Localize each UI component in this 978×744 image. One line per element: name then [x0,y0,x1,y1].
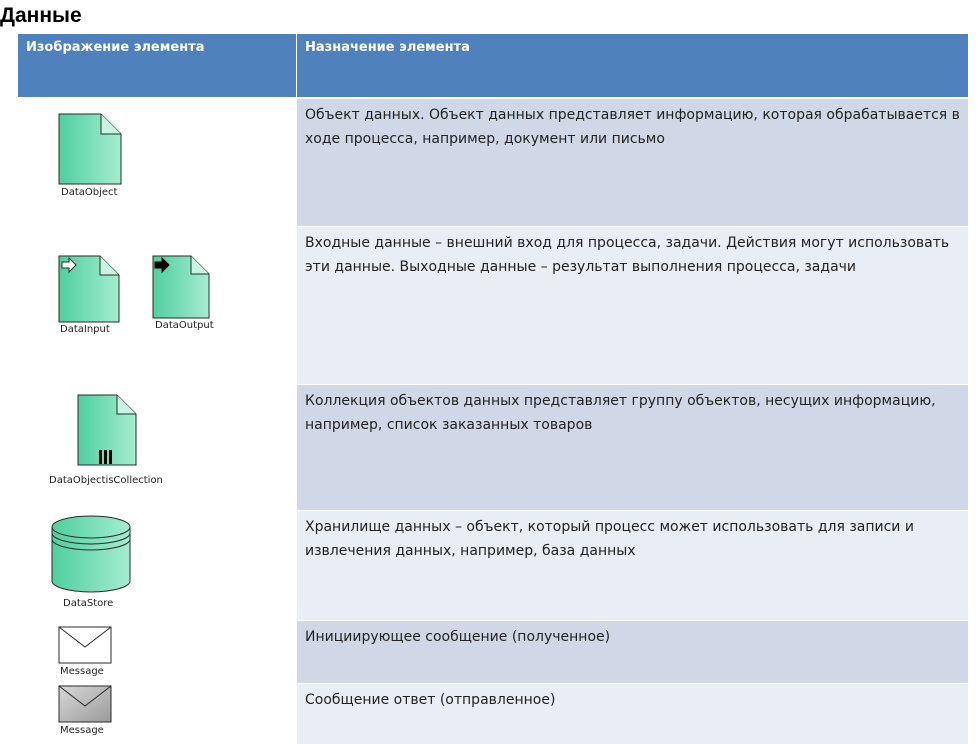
description-cell: Хранилище данных – объект, который процесс может использовать для записи и извлечения данных, например, база данных [296,510,968,620]
data-object-icon [58,113,122,185]
description-cell: Инициирующее сообщение (полученное) [296,620,968,683]
table-row [18,510,968,620]
data-input-icon [58,255,120,323]
data-output-icon [152,255,210,319]
table-row [18,384,968,510]
image-cell [18,98,296,226]
table-row [18,620,968,683]
image-cell [18,384,296,510]
icon-label: DataObject [61,187,118,198]
page-title: Данные [0,4,82,27]
icon-label: DataOutput [155,320,214,331]
table-row [18,98,968,226]
data-collection-icon [77,394,137,466]
icon-label: Message [60,666,104,677]
icon-label: DataObjectisCollection [49,475,163,486]
image-cell [18,683,296,744]
icon-label: DataStore [63,598,114,609]
icon-label: Message [60,725,104,736]
header-purpose-column: Назначение элемента [296,34,968,97]
image-cell [18,226,296,384]
header-image-column: Изображение элемента [26,40,205,55]
description-cell: Объект данных. Объект данных представляет информацию, которая обрабатывается в ходе процесса, например, документ или письмо [296,98,968,226]
description-cell: Входные данные – внешний вход для процесса, задачи. Действия могут использовать эти данные. Выходные данные – результат выполнения процесса, задачи [296,226,968,384]
description-cell: Сообщение ответ (отправленное) [296,683,968,744]
envelope-filled-icon [58,685,112,723]
table-row [18,683,968,744]
image-cell [18,620,296,683]
data-store-icon [51,515,131,595]
table-header [18,34,968,97]
image-cell [18,510,296,620]
icon-label: DataInput [60,324,110,335]
envelope-icon [58,626,112,664]
table-row [18,226,968,384]
description-cell: Коллекция объектов данных представляет группу объектов, несущих информацию, например, список заказанных товаров [296,384,968,510]
